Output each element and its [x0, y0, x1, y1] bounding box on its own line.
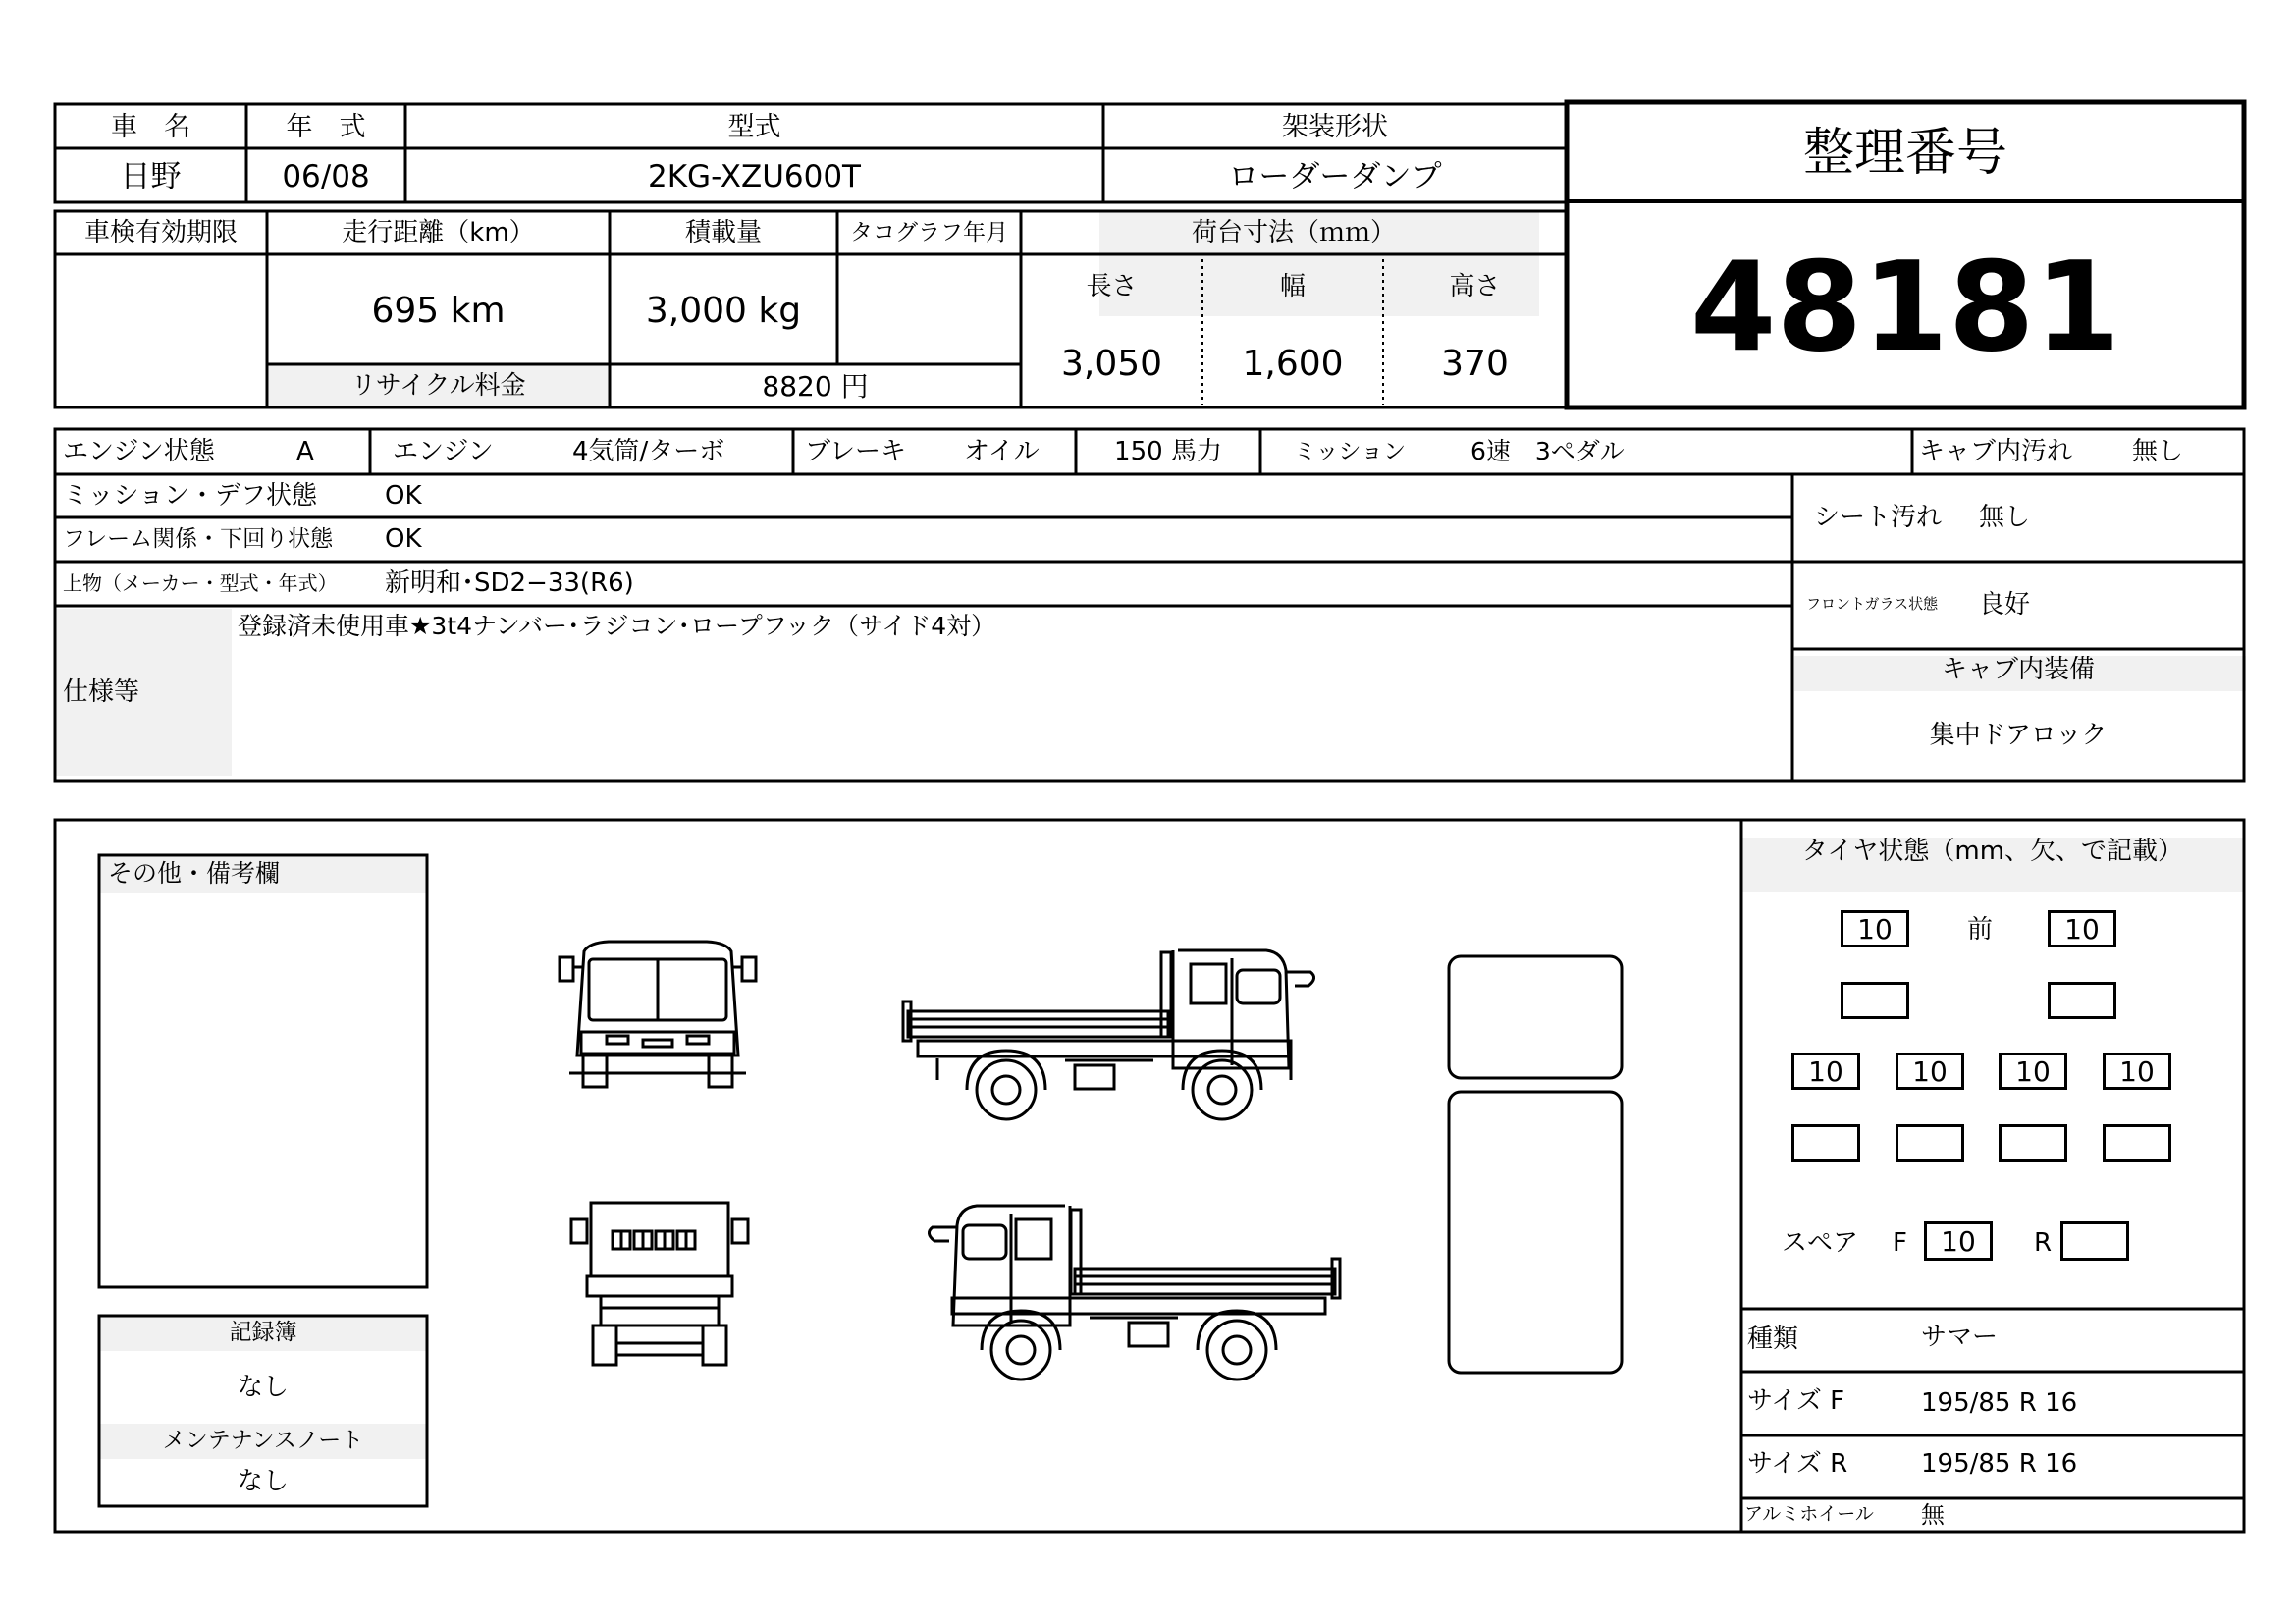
front-glass-value: 良好: [1979, 590, 2031, 620]
frame-value: OK: [385, 524, 422, 554]
tire-rear-4: 10: [2103, 1053, 2171, 1090]
seat-dirt-value: 無し: [1979, 503, 2031, 532]
truck-top-view-diagram: [1443, 952, 1625, 1377]
brake-label: ブレーキ: [805, 437, 906, 466]
tire-size-front-value: 195/85 R 16: [1921, 1388, 2078, 1418]
tire-spare-rear: [2060, 1221, 2129, 1261]
tire-rear-2-b: [1896, 1124, 1964, 1162]
bed-size-label: 荷台寸法（ｍｍ）: [1191, 218, 1396, 247]
recycle-label: リサイクル料金: [350, 371, 526, 401]
truck-right-side-diagram: [898, 943, 1345, 1124]
horsepower-value: 150 馬力: [1114, 437, 1222, 466]
mileage-value: 695 km: [371, 291, 506, 331]
mission-value: 6速 3ペダル: [1470, 437, 1625, 465]
brake-value: オイル: [964, 437, 1040, 466]
width-label: 幅: [1279, 272, 1306, 301]
tire-kind-label: 種類: [1747, 1325, 1799, 1354]
tire-kind-value: サマー: [1921, 1323, 1999, 1352]
inspection-label: 車検有効期限: [83, 218, 238, 247]
tire-rear-1: 10: [1791, 1053, 1860, 1090]
engine-state-value: A: [296, 437, 314, 466]
year-value: 06/08: [282, 159, 370, 194]
spare-r-label: R: [2034, 1228, 2053, 1258]
frame-label: フレーム関係・下回り状態: [63, 526, 334, 552]
front-glass-label: フロントガラス状態: [1806, 595, 1939, 613]
record-book-value: なし: [237, 1373, 289, 1402]
record-book-label: 記録簿: [229, 1320, 297, 1345]
tire-rear-2: 10: [1896, 1053, 1964, 1090]
model-label: 型式: [727, 112, 781, 142]
tire-size-front-label: サイズ F: [1747, 1386, 1845, 1416]
capacity-label: 積載量: [684, 218, 762, 247]
tire-spare-front: 10: [1924, 1221, 1993, 1261]
tire-rear-4-b: [2103, 1124, 2171, 1162]
maintenance-note-value: なし: [237, 1467, 289, 1496]
cab-equipment-label: キャブ内装備: [1941, 655, 2095, 684]
tire-size-rear-value: 195/85 R 16: [1921, 1449, 2078, 1479]
truck-left-side-diagram: [898, 1198, 1345, 1384]
truck-rear-view-diagram: [561, 1198, 758, 1375]
truck-front-view-diagram: [550, 938, 766, 1100]
seat-dirt-label: シート汚れ: [1814, 503, 1943, 532]
tire-condition-title: タイヤ状態（mm、欠、で記載）: [1801, 837, 2184, 866]
tire-rear-1-b: [1791, 1124, 1860, 1162]
tire-rear-3-b: [1999, 1124, 2067, 1162]
tire-front-right-2: [2048, 982, 2116, 1019]
maintenance-note-label: メンテナンスノート: [162, 1428, 364, 1453]
body-type-value: ローダーダンプ: [1228, 159, 1442, 194]
tire-front-left-2: [1841, 982, 1909, 1019]
spec-value: 登録済未使用車★3t4ナンバー･ラジコン･ロープフック（サイド4対）: [238, 612, 996, 640]
body-type-label: 架装形状: [1282, 112, 1388, 142]
mission-diff-value: OK: [385, 481, 422, 511]
engine-value: 4気筒/ターボ: [572, 437, 725, 466]
capacity-value: 3,000 kg: [645, 291, 802, 331]
cab-equipment-value: 集中ドアロック: [1929, 721, 2108, 750]
mission-diff-label: ミッション・デフ状態: [63, 481, 317, 511]
inventory-label: 整理番号: [1802, 124, 2007, 183]
car-name-label: 車 名: [111, 112, 190, 142]
other-remarks-label: その他・備考欄: [108, 859, 281, 888]
mileage-label: 走行距離（km）: [342, 218, 535, 247]
tire-rear-3: 10: [1999, 1053, 2067, 1090]
height-value: 370: [1441, 344, 1509, 384]
upper-value: 新明和･SD2−33(R6): [385, 568, 634, 598]
cab-dirt-label: キャブ内汚れ: [1919, 437, 2073, 466]
model-value: 2KG-XZU600T: [648, 159, 861, 194]
alumi-wheel-value: 無: [1921, 1501, 1945, 1529]
spare-label: スペア: [1782, 1228, 1859, 1258]
engine-state-label: エンジン状態: [63, 437, 215, 466]
tacho-label: タコグラフ年月: [850, 220, 1008, 245]
alumi-wheel-label: アルミホイール: [1744, 1503, 1874, 1525]
spare-f-label: F: [1893, 1228, 1907, 1258]
front-label: 前: [1967, 915, 1994, 945]
tire-front-left: 10: [1841, 910, 1909, 947]
engine-label: エンジン: [393, 437, 494, 466]
year-label: 年 式: [286, 112, 366, 142]
length-value: 3,050: [1060, 344, 1163, 384]
height-label: 高さ: [1449, 272, 1501, 301]
upper-label: 上物（メーカー・型式・年式）: [63, 571, 338, 595]
cab-dirt-value: 無し: [2132, 437, 2184, 466]
tire-front-right: 10: [2048, 910, 2116, 947]
width-value: 1,600: [1242, 344, 1344, 384]
spec-label: 仕様等: [63, 677, 140, 707]
recycle-fee-value: 8820 円: [762, 370, 869, 403]
car-name-value: 日野: [120, 159, 182, 194]
inventory-number: 48181: [1689, 235, 2121, 379]
tire-size-rear-label: サイズ R: [1747, 1449, 1848, 1479]
mission-label: ミッション: [1294, 439, 1407, 464]
length-label: 長さ: [1086, 272, 1138, 301]
